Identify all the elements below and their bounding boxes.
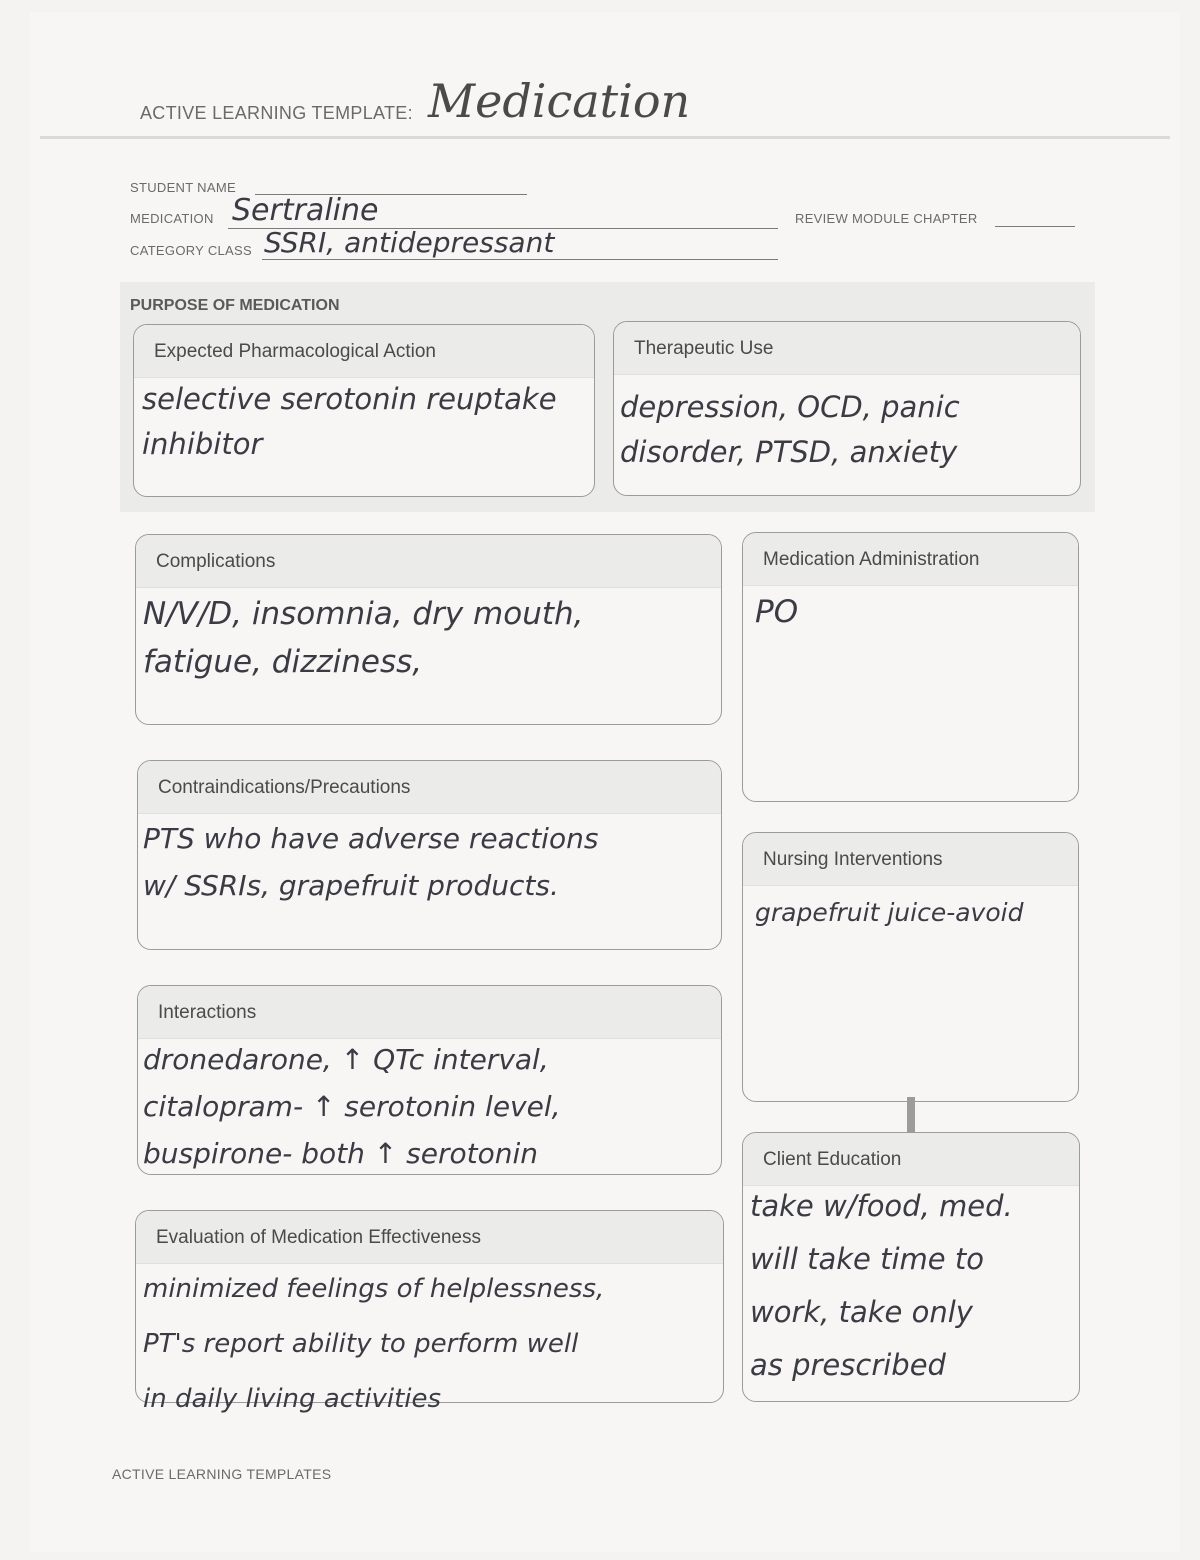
contraindications-text [143,815,743,909]
handwritten-line: dronedarone, ↑ QTc interval, [143,1043,549,1076]
therapeutic-use-title: Therapeutic Use [634,338,774,359]
handwritten-line: as prescribed [750,1348,946,1382]
handwritten-line: disorder, PTSD, anxiety [620,435,958,469]
handwritten-line: N/V/D, insomnia, dry mouth, [143,596,584,632]
review-chapter-label: REVIEW MODULE CHAPTER [795,211,978,226]
connector-bar [907,1097,915,1133]
nursing-text [755,890,1175,935]
handwritten-line: will take time to [750,1242,984,1276]
handwritten-line: minimized feelings of helplessness, [143,1274,605,1304]
handwritten-line: in daily living activities [143,1384,442,1414]
handwritten-line: buspirone- both ↑ serotonin [143,1137,539,1170]
student-name-label: STUDENT NAME [130,180,236,195]
expected-action-text [142,377,612,467]
category-value[interactable]: SSRI, antidepressant [264,226,555,259]
client-education-text [750,1180,1080,1392]
expected-action-title: Expected Pharmacological Action [154,341,436,362]
evaluation-title: Evaluation of Medication Effectiveness [156,1227,481,1248]
category-line [262,259,778,260]
handwritten-line: take w/food, med. [750,1189,1013,1223]
handwritten-line: fatigue, dizziness, [143,644,423,680]
handwritten-line: depression, OCD, panic [620,390,960,424]
header-divider [40,136,1170,139]
purpose-label: PURPOSE OF MEDICATION [130,297,340,314]
footer-label: ACTIVE LEARNING TEMPLATES [112,1466,332,1482]
administration-box[interactable] [742,532,1079,802]
administration-text [755,590,1055,635]
handwritten-line: w/ SSRIs, grapefruit products. [143,869,559,902]
client-education-title: Client Education [763,1149,902,1170]
handwritten-line: citalopram- ↑ serotonin level, [143,1090,561,1123]
template-label: ACTIVE LEARNING TEMPLATE: [140,103,413,123]
evaluation-text [143,1262,728,1427]
review-chapter-line [995,226,1075,227]
complications-title: Complications [156,551,276,572]
interactions-text [143,1036,723,1177]
handwritten-line: work, take only [750,1295,973,1329]
contraindications-title: Contraindications/Precautions [158,777,411,798]
handwritten-line: grapefruit juice-avoid [755,898,1024,927]
category-label: CATEGORY CLASS [130,243,252,258]
handwritten-line: PT's report ability to perform well [143,1329,579,1359]
therapeutic-use-text [620,385,1050,475]
nursing-title: Nursing Interventions [763,849,943,870]
complications-text [143,590,713,686]
administration-title: Medication Administration [763,549,980,570]
interactions-title: Interactions [158,1002,257,1023]
handwritten-line: inhibitor [142,427,263,461]
handwritten-line: selective serotonin reuptake [142,382,557,416]
page-title: Medication [428,74,691,128]
nursing-box[interactable] [742,832,1079,1102]
medication-value[interactable]: Sertraline [232,193,379,228]
handwritten-line: PTS who have adverse reactions [143,822,599,855]
handwritten-line: PO [755,594,799,630]
medication-label: MEDICATION [130,211,214,226]
